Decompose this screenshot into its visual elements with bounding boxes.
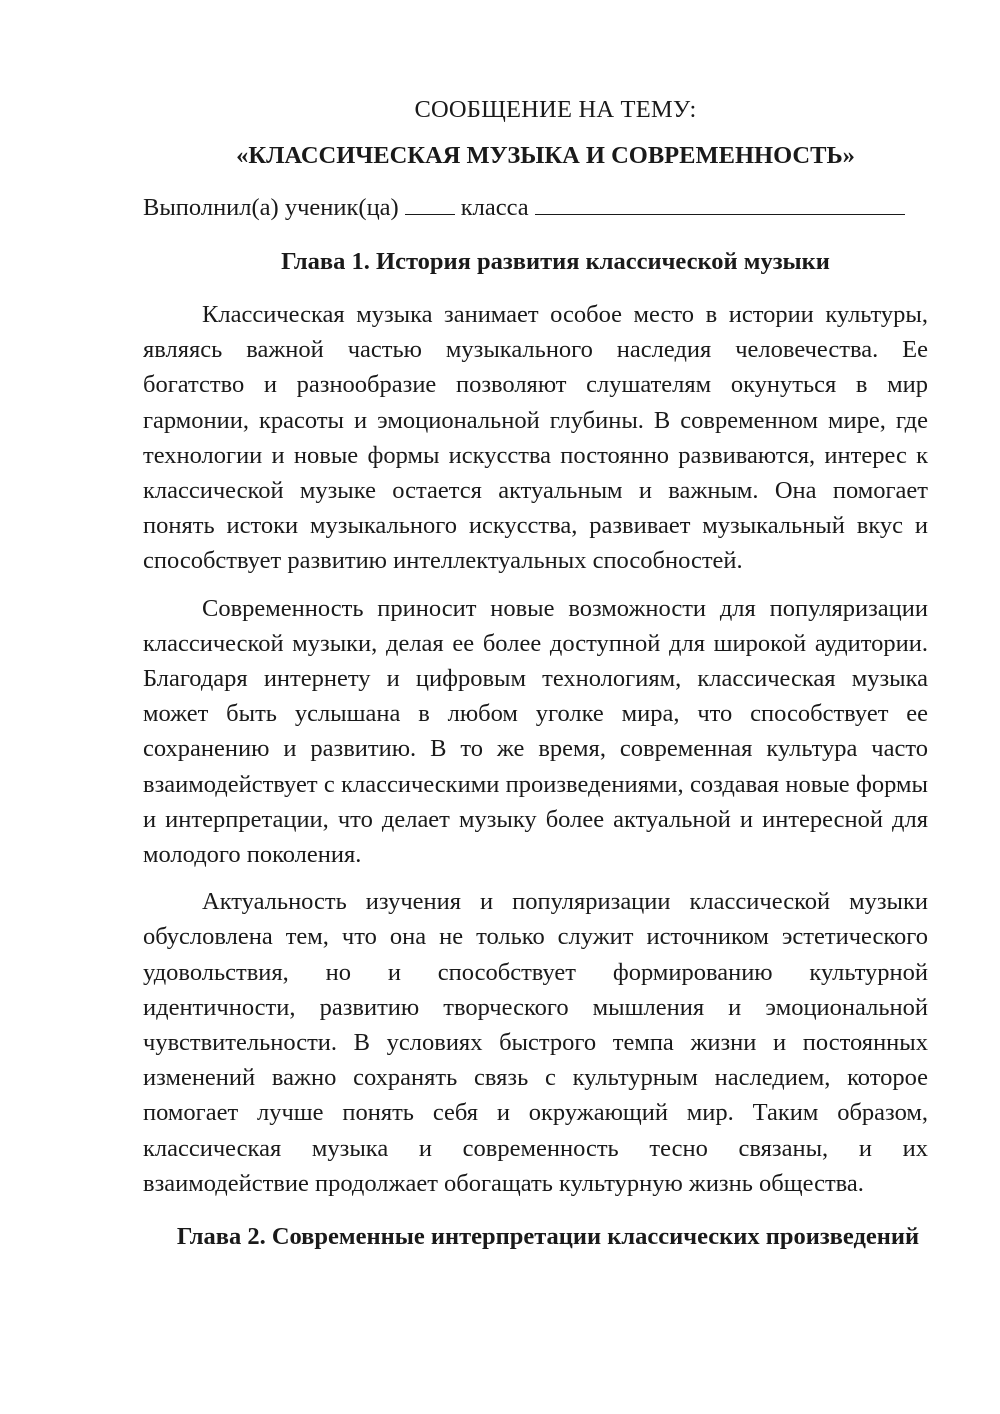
paragraph-1: Классическая музыка занимает особое место в истории культуры, являясь важной частью музыкального наследия человечества. Ее богатство и разнообразие позволяют слушателям окунуться в мир гармонии, красоты и эмоциональной глубины. В современном мире, где технологии и новые формы искусства постоянно развиваются, интерес к классической музыке остается актуальным и важным. Она помогает понять истоки музыкального искусства, развивает музыкальный вкус и способствует развитию интеллектуальных способностей. bbox=[143, 301, 928, 575]
author-line bbox=[143, 190, 928, 226]
chapter-1-heading: Глава 1. История развития классической музыки bbox=[281, 248, 830, 275]
author-prefix: Выполнил(а) ученик(ца) bbox=[143, 194, 399, 221]
paragraph-2: Современность приносит новые возможности для популяризации классической музыки, делая ее более доступной для широкой аудитории. Благодаря интернету и цифровым технологиям, классическая музыка может быть услышана в любом уголке мира, что способствует ее сохранению и развитию. В то же время, современная культура часто взаимодействует с классическими произведениями, создавая новые формы и интерпретации, что делает музыку более актуальной и интересной для молодого поколения. bbox=[143, 594, 928, 869]
document-page bbox=[143, 92, 928, 1255]
chapter-2-heading: Глава 2. Современные интерпретации классических произведений bbox=[176, 1223, 920, 1251]
class-name-blank bbox=[535, 192, 905, 215]
document-title-line-1: СООБЩЕНИЕ НА ТЕМУ: bbox=[414, 96, 697, 123]
paragraph-3: Актуальность изучения и популяризации классической музыки обусловлена тем, что она не только служит источником эстетического удовольствия, но и способствует формированию культурной идентичности, развитию творческого мышления и эмоциональной чувствительности. В условиях быстрого темпа жизни и постоянных изменений важно сохранять связь с культурным наследием, которое помогает лучше понять себя и окружающий мир. Таким образом, классическая музыка и современность тесно связаны, и их взаимодействие продолжает обогащать культурную жизнь общества. bbox=[143, 888, 928, 1197]
class-number-blank bbox=[405, 192, 455, 215]
author-class-word: класса bbox=[460, 194, 529, 221]
document-title-line-2: «КЛАССИЧЕСКАЯ МУЗЫКА И СОВРЕМЕННОСТЬ» bbox=[236, 142, 855, 169]
